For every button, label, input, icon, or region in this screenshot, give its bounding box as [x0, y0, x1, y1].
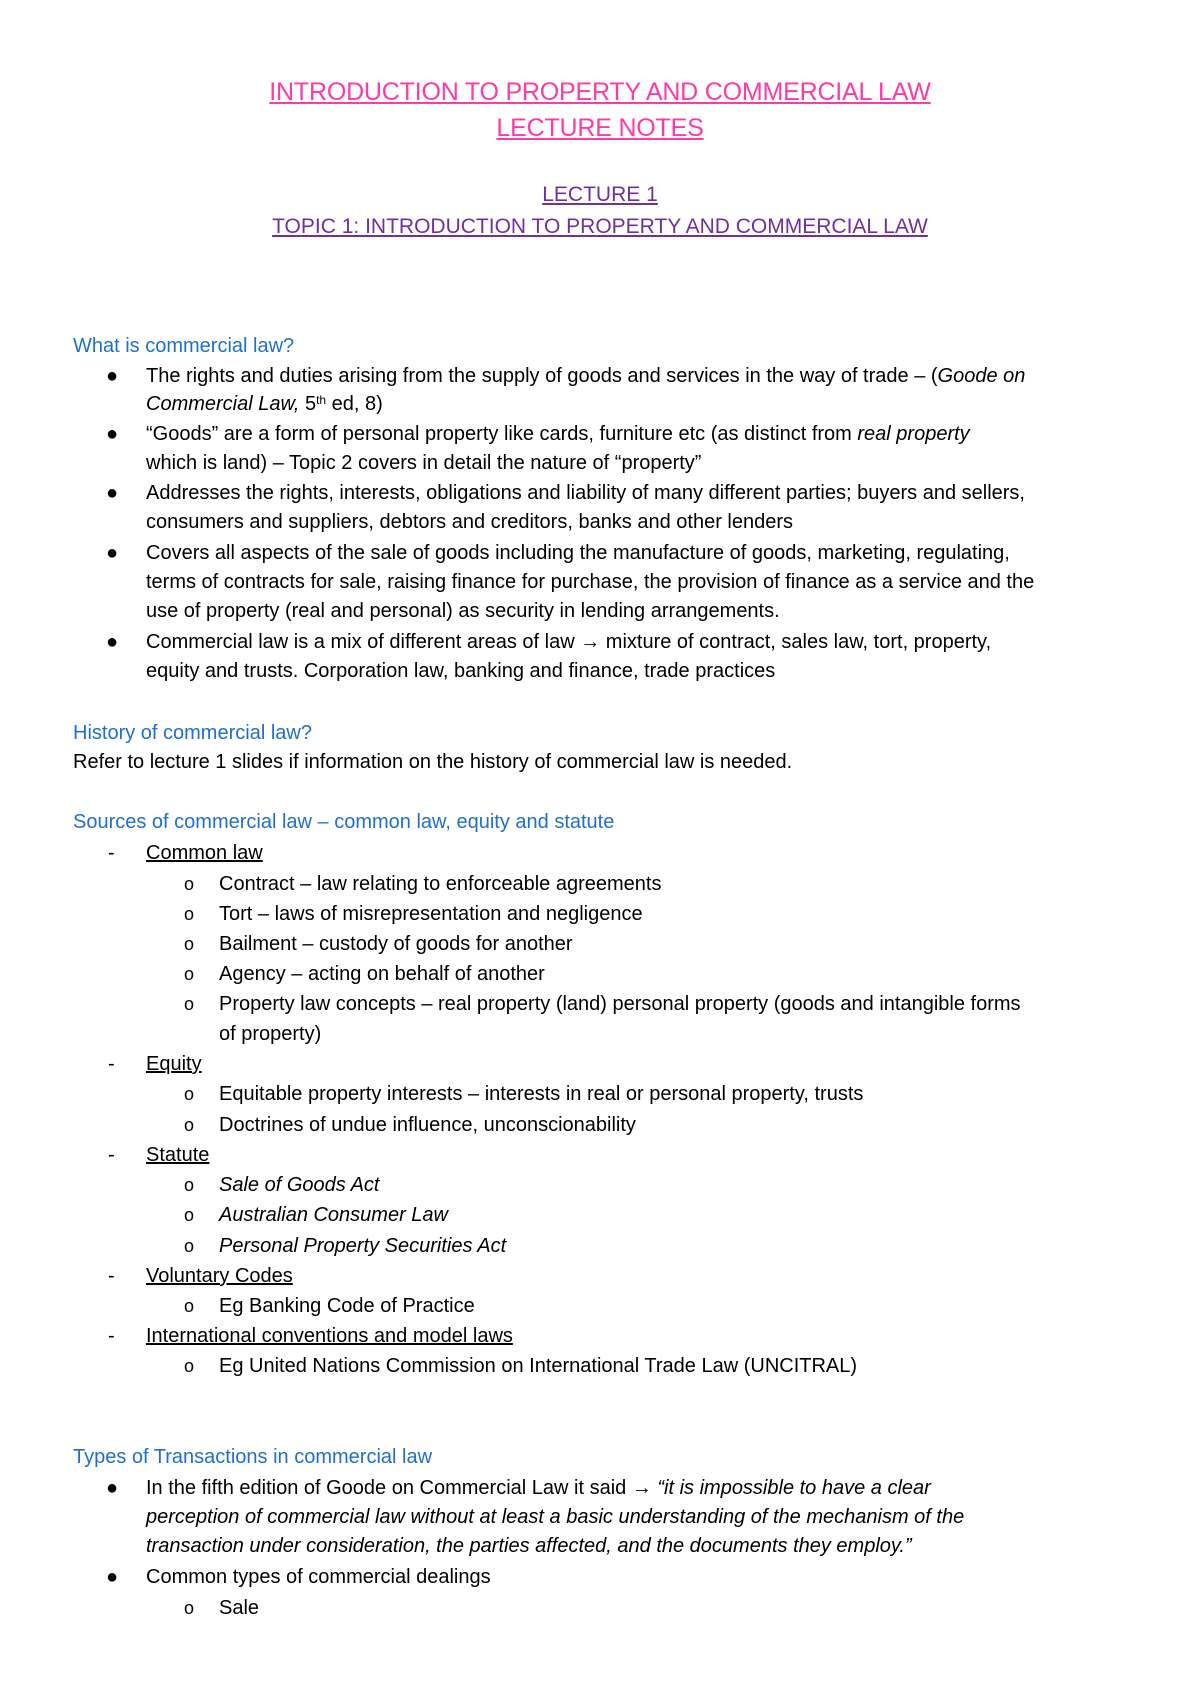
bullet-text: Common types of commercial dealings [146, 1566, 491, 1588]
bullet-text-cont: transaction under consideration, the parties affected, and the documents they employ.” [146, 1535, 912, 1557]
section-heading-types: Types of Transactions in commercial law [73, 1446, 433, 1468]
list-item: Contract – law relating to enforceable agreements [219, 873, 662, 895]
circle-bullet-icon: o [184, 1598, 195, 1618]
circle-bullet-icon: o [184, 1175, 195, 1195]
lecture-heading: LECTURE 1 [542, 183, 658, 206]
document-title-line1: INTRODUCTION TO PROPERTY AND COMMERCIAL LAW [269, 78, 931, 106]
subheading-equity: Equity [146, 1053, 202, 1075]
circle-bullet-icon: o [184, 1084, 195, 1104]
section-heading-sources: Sources of commercial law – common law, equity and statute [73, 811, 615, 833]
bullet-icon: ● [106, 365, 119, 387]
list-item: Australian Consumer Law [219, 1204, 448, 1226]
topic-heading: TOPIC 1: INTRODUCTION TO PROPERTY AND COMMERCIAL LAW [272, 215, 928, 238]
circle-bullet-icon: o [184, 964, 195, 984]
section-heading-history: History of commercial law? [73, 722, 312, 744]
list-item: Personal Property Securities Act [219, 1235, 507, 1257]
circle-bullet-icon: o [184, 874, 195, 894]
dash-icon: - [108, 1144, 115, 1166]
circle-bullet-icon: o [184, 1356, 195, 1376]
arrow-icon: → [631, 1477, 652, 1499]
bullet-text: Addresses the rights, interests, obligations and liability of many different parties; buyers and sellers, [146, 482, 1025, 504]
bullet-icon: ● [106, 631, 119, 653]
circle-bullet-icon: o [184, 904, 195, 924]
bullet-text: “Goods” are a form of personal property like cards, furniture etc (as distinct from real property [146, 423, 970, 445]
bullet-text: The rights and duties arising from the supply of goods and services in the way of trade – (Goode on [146, 365, 1026, 387]
section-heading-what-is: What is commercial law? [73, 335, 295, 357]
list-item-cont: of property) [219, 1023, 322, 1045]
bullet-text-cont: equity and trusts. Corporation law, banking and finance, trade practices [146, 660, 776, 682]
dash-icon: - [108, 1053, 115, 1075]
dash-icon: - [108, 842, 115, 864]
circle-bullet-icon: o [184, 1296, 195, 1316]
list-item: Eg Banking Code of Practice [219, 1295, 475, 1317]
circle-bullet-icon: o [184, 1236, 195, 1256]
bullet-icon: ● [106, 542, 119, 564]
history-text: Refer to lecture 1 slides if information on the history of commercial law is needed. [73, 751, 793, 773]
arrow-icon: → [580, 631, 601, 653]
bullet-text: In the fifth edition of Goode on Commercial Law it said → “it is impossible to have a clear [146, 1477, 931, 1499]
circle-bullet-icon: o [184, 1205, 195, 1225]
list-item: Bailment – custody of goods for another [219, 933, 573, 955]
bullet-text-cont: consumers and suppliers, debtors and creditors, banks and other lenders [146, 511, 794, 533]
subheading-voluntary-codes: Voluntary Codes [146, 1265, 293, 1287]
subheading-statute: Statute [146, 1144, 210, 1166]
circle-bullet-icon: o [184, 994, 195, 1014]
list-item: Equitable property interests – interests in real or personal property, trusts [219, 1083, 864, 1105]
list-item: Doctrines of undue influence, unconscionability [219, 1114, 636, 1136]
dash-icon: - [108, 1325, 115, 1347]
bullet-text-cont: perception of commercial law without at least a basic understanding of the mechanism of the [146, 1506, 965, 1528]
dash-icon: - [108, 1265, 115, 1287]
list-item: Tort – laws of misrepresentation and negligence [219, 903, 643, 925]
list-item: Property law concepts – real property (land) personal property (goods and intangible forms [219, 993, 1021, 1015]
circle-bullet-icon: o [184, 934, 195, 954]
document-title-line2: LECTURE NOTES [496, 114, 704, 142]
bullet-icon: ● [106, 1477, 119, 1499]
circle-bullet-icon: o [184, 1115, 195, 1135]
bullet-icon: ● [106, 1566, 119, 1588]
bullet-text: Commercial law is a mix of different areas of law → mixture of contract, sales law, tort, property, [146, 631, 992, 653]
bullet-icon: ● [106, 482, 119, 504]
bullet-text-cont: which is land) – Topic 2 covers in detail the nature of “property” [146, 452, 702, 474]
list-item: Sale of Goods Act [219, 1174, 380, 1196]
bullet-text: Covers all aspects of the sale of goods including the manufacture of goods, marketing, regulating, [146, 542, 1010, 564]
subheading-common-law: Common law [146, 842, 263, 864]
subheading-international: International conventions and model laws [146, 1325, 513, 1347]
list-item: Agency – acting on behalf of another [219, 963, 545, 985]
bullet-text-cont: Commercial Law, 5th ed, 8) [146, 393, 383, 415]
list-item: Eg United Nations Commission on International Trade Law (UNCITRAL) [219, 1355, 858, 1377]
list-item: Sale [219, 1597, 260, 1619]
bullet-icon: ● [106, 423, 119, 445]
bullet-text-cont: terms of contracts for sale, raising finance for purchase, the provision of finance as a service and the [146, 571, 1035, 593]
bullet-text-cont: use of property (real and personal) as security in lending arrangements. [146, 600, 780, 622]
